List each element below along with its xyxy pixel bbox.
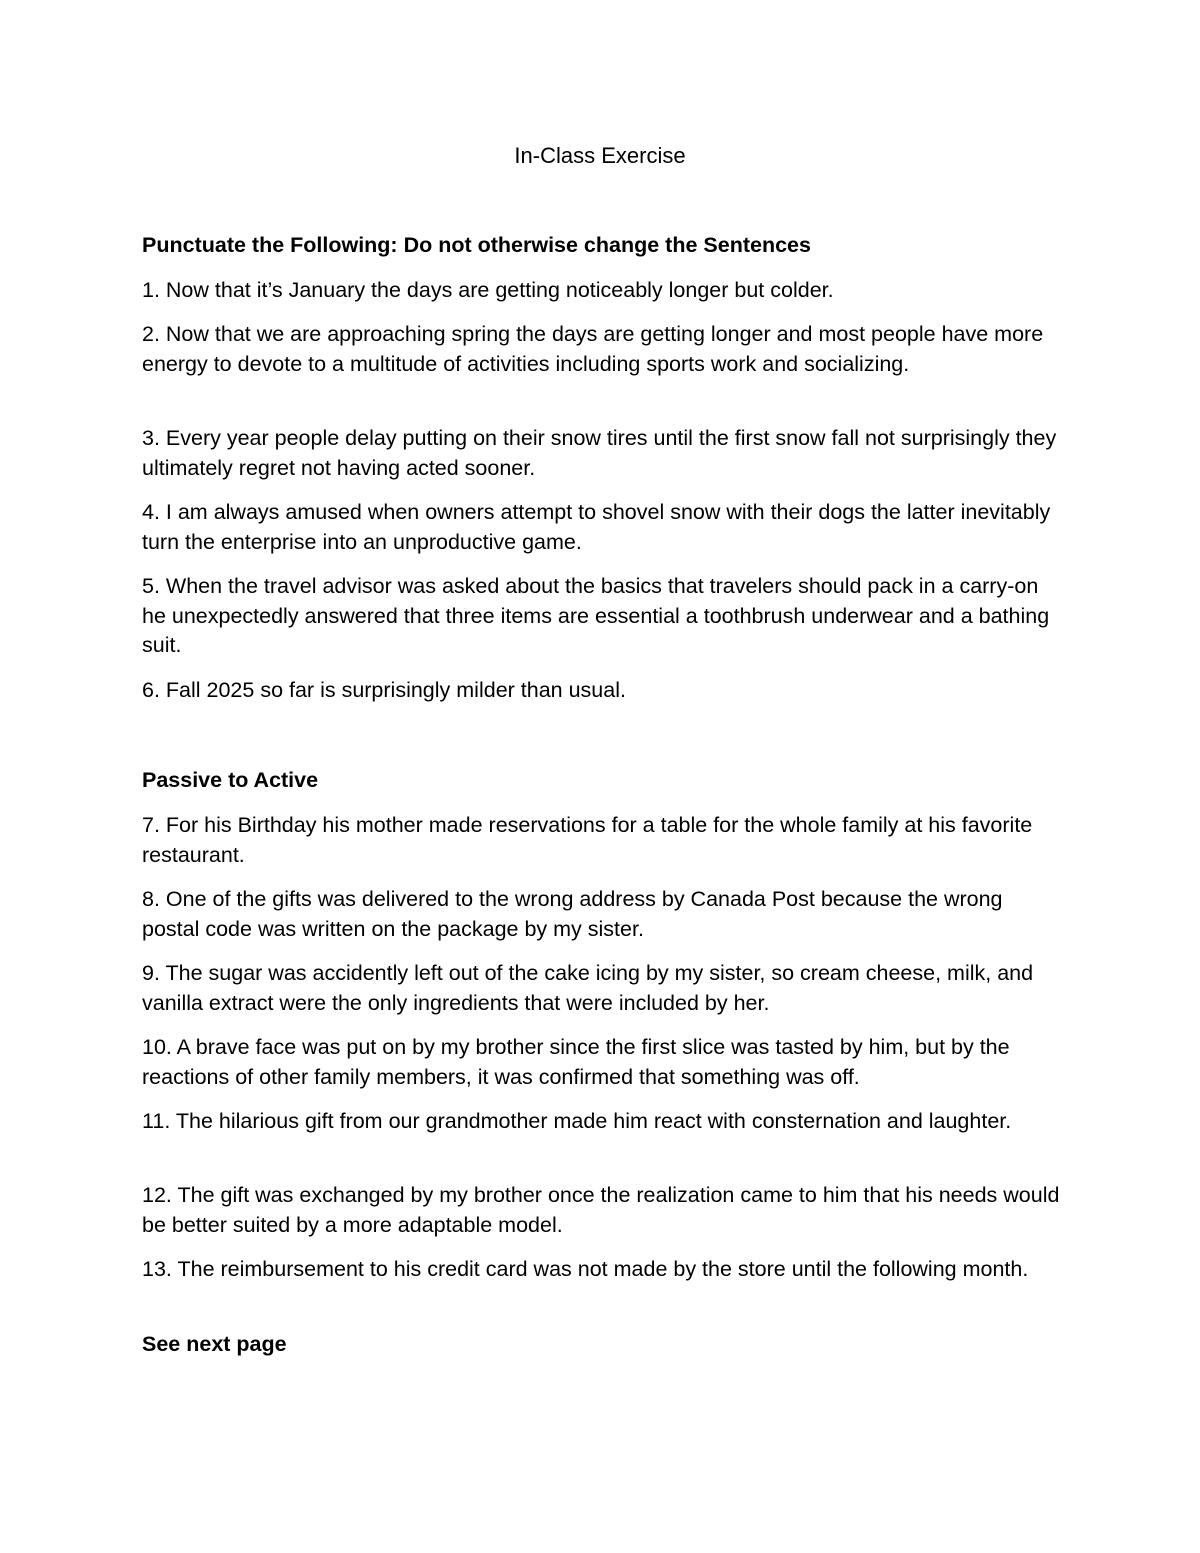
exercise-item-1: 1. Now that it’s January the days are getting noticeably longer but colder.	[142, 278, 834, 302]
exercise-item-3: 3. Every year people delay putting on their snow tires until the first snow fall not surprisingly they ultimately regret not having acted sooner.	[142, 426, 1057, 480]
exercise-item-2: 2. Now that we are approaching spring the days are getting longer and most people have more energy to devote to a multitude of activities including sports work and socializing.	[142, 322, 1044, 376]
exercise-item-4: 4. I am always amused when owners attempt to shovel snow with their dogs the latter inevitably turn the enterprise into an unproductive game.	[142, 500, 1051, 554]
exercise-item-7: 7. For his Birthday his mother made reservations for a table for the whole family at his favorite restaurant.	[142, 813, 1033, 867]
exercise-item-12: 12. The gift was exchanged by my brother once the realization came to him that his needs would be better suited by a more adaptable model.	[142, 1183, 1060, 1237]
section-heading-passive-to-active: Passive to Active	[142, 768, 319, 792]
exercise-item-13: 13. The reimbursement to his credit card was not made by the store until the following month.	[142, 1257, 1029, 1281]
exercise-item-9: 9. The sugar was accidently left out of the cake icing by my sister, so cream cheese, milk, and vanilla extract were the only ingredients that were included by her.	[142, 961, 1034, 1015]
section-heading-punctuate: Punctuate the Following: Do not otherwise change the Sentences	[142, 233, 811, 257]
exercise-item-11: 11. The hilarious gift from our grandmother made him react with consternation and laughter.	[142, 1109, 1012, 1133]
exercise-item-5: 5. When the travel advisor was asked about the basics that travelers should pack in a carry-on he unexpectedly answered that three items are essential a toothbrush underwear and a bathing suit.	[142, 574, 1050, 657]
exercise-item-8: 8. One of the gifts was delivered to the wrong address by Canada Post because the wrong postal code was written on the package by my sister.	[142, 887, 1003, 941]
page-title: In-Class Exercise	[514, 143, 686, 168]
exercise-item-10: 10. A brave face was put on by my brother since the first slice was tasted by him, but by the reactions of other family members, it was confirmed that something was off.	[142, 1035, 1010, 1089]
exercise-item-6: 6. Fall 2025 so far is surprisingly milder than usual.	[142, 678, 626, 702]
see-next-page-note: See next page	[142, 1332, 287, 1356]
